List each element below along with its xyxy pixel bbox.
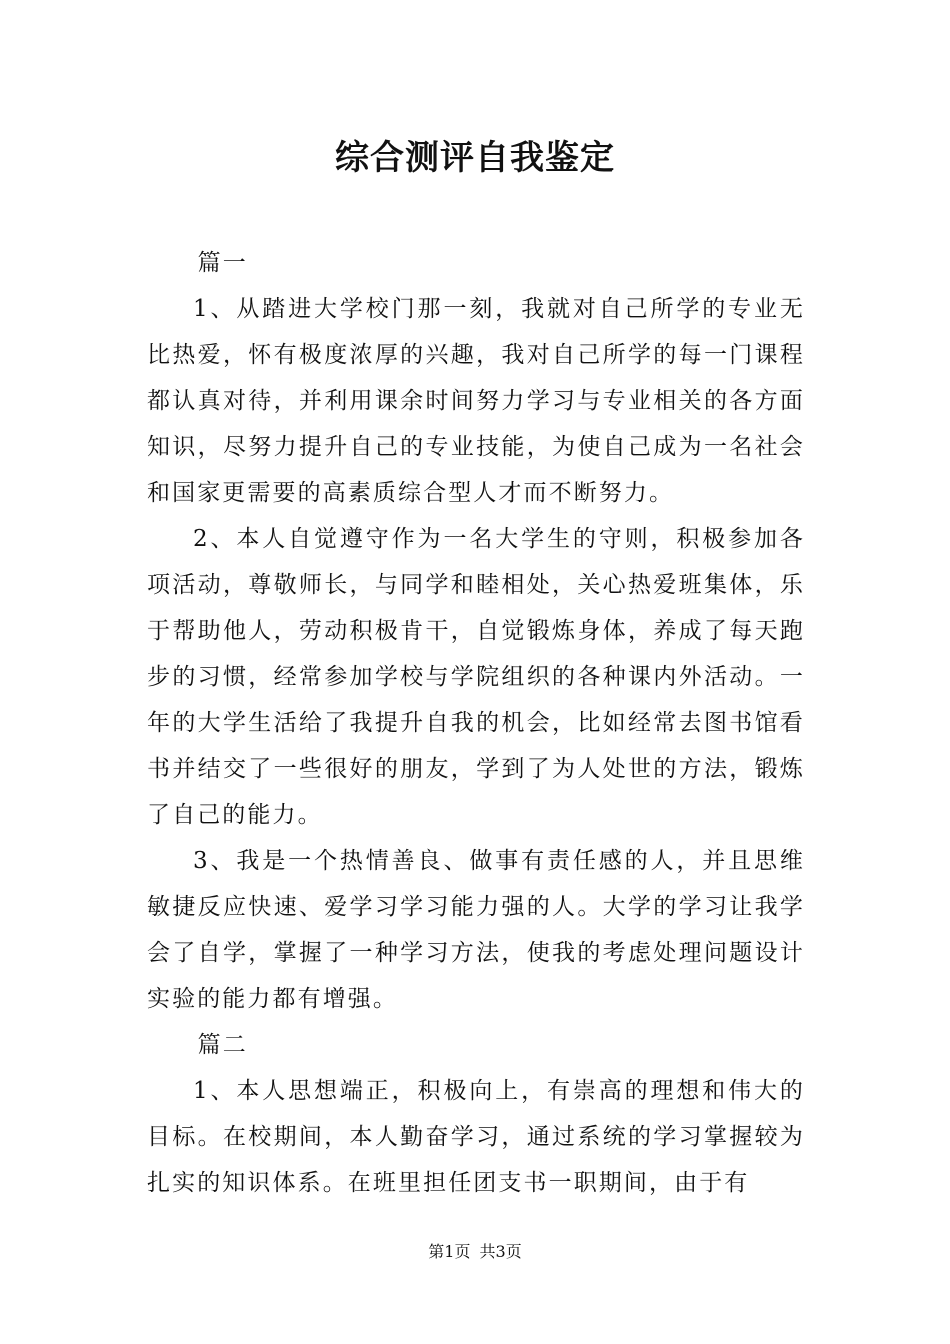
- page-number-total: 共3页: [479, 1242, 522, 1261]
- paragraph: 1、本人思想端正，积极向上，有崇高的理想和伟大的目标。在校期间，本人勤奋学习，通过系统的学习掌握较为扎实的知识体系。在班里担任团支书一职期间，由于有: [147, 1078, 805, 1196]
- document-title: 综合测评自我鉴定: [335, 138, 615, 178]
- page-number-current: 第1页: [428, 1242, 471, 1261]
- paragraph: 1、从踏进大学校门那一刻，我就对自己所学的专业无比热爱，怀有极度浓厚的兴趣，我对自己所学的每一门课程都认真对待，并利用课余时间努力学习与专业相关的各方面知识，尽努力提升自己的专业技能，为使自己成为一名社会和国家更需要的高素质综合型人才而不断努力。: [147, 296, 805, 506]
- section-heading-2: 篇二: [197, 1032, 248, 1058]
- page-footer: [0, 1240, 950, 1264]
- section-heading-1: 篇一: [197, 250, 248, 276]
- paragraph: 2、本人自觉遵守作为一名大学生的守则，积极参加各项活动，尊敬师长，与同学和睦相处，关心热爱班集体，乐于帮助他人，劳动积极肯干，自觉锻炼身体，养成了每天跑步的习惯，经常参加学校与学院组织的各种课内外活动。一年的大学生活给了我提升自我的机会，比如经常去图书馆看书并结交了一些很好的朋友，学到了为人处世的方法，锻炼了自己的能力。: [147, 526, 805, 828]
- paragraph: 3、我是一个热情善良、做事有责任感的人，并且思维敏捷反应快速、爱学习学习能力强的人。大学的学习让我学会了自学，掌握了一种学习方法，使我的考虑处理问题设计实验的能力都有增强。: [147, 848, 805, 1012]
- document-body: [147, 240, 805, 1206]
